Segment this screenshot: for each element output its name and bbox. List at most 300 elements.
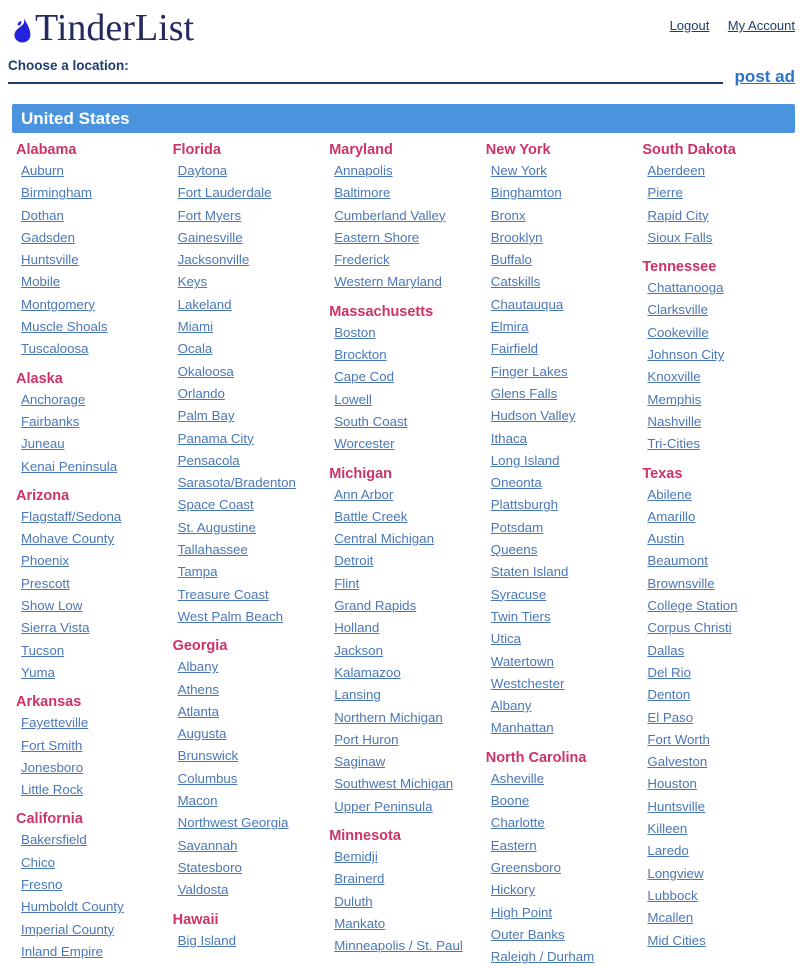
city-list-item [334, 868, 478, 890]
city-list-item [178, 768, 322, 790]
city-link[interactable]: Huntsville [647, 798, 706, 814]
city-list-item [647, 796, 791, 818]
city-list-item [178, 494, 322, 516]
city-link[interactable]: Auburn [21, 163, 64, 178]
city-link[interactable]: Westchester [490, 675, 565, 691]
state-section [16, 140, 165, 361]
state-header: New York [485, 142, 551, 158]
city-link[interactable]: Western Maryland [334, 274, 442, 290]
city-link[interactable]: West Palm Beach [177, 608, 284, 624]
city-link[interactable]: Knoxville [647, 369, 701, 385]
city-link[interactable]: Northwest Georgia [177, 815, 289, 831]
city-list-item [647, 528, 791, 550]
city-list-item [334, 846, 478, 868]
city-list [486, 160, 635, 740]
city-list [173, 930, 322, 952]
city-link[interactable]: Asheville [490, 770, 544, 786]
city-link[interactable]: Lakeland [177, 296, 232, 312]
city-link[interactable]: Saginaw [334, 754, 386, 770]
city-link[interactable]: Juneau [21, 436, 65, 452]
city-link[interactable]: Rapid City [647, 207, 709, 223]
city-list [329, 484, 478, 818]
city-list-item [21, 433, 165, 455]
state-section [173, 910, 322, 952]
city-link[interactable]: Pierre [647, 185, 683, 201]
city-link[interactable]: Hickory [490, 882, 536, 898]
city-list-item [647, 863, 791, 885]
city-link[interactable]: El Paso [647, 709, 694, 725]
my-account-link[interactable]: My Account [727, 18, 795, 33]
city-list-item [491, 584, 635, 606]
column [638, 140, 795, 968]
city-link[interactable]: Staten Island [490, 564, 569, 580]
city-link[interactable]: Atlanta [177, 703, 219, 719]
city-link[interactable]: Brooklyn [490, 229, 543, 245]
city-link[interactable]: Fort Myers [177, 207, 242, 223]
city-link[interactable]: Kenai Peninsula [21, 458, 118, 474]
city-list-item [491, 316, 635, 338]
city-list-item [334, 322, 478, 344]
city-link[interactable]: Imperial County [21, 921, 115, 937]
logout-link[interactable]: Logout [669, 18, 710, 33]
city-link[interactable]: Panama City [177, 430, 254, 446]
city-link[interactable]: Mankato [334, 915, 386, 931]
city-list-item [21, 829, 165, 851]
city-list-item [21, 662, 165, 684]
city-list-item [178, 701, 322, 723]
city-link[interactable]: Plattsburgh [490, 497, 559, 513]
city-link[interactable]: Little Rock [21, 782, 84, 798]
city-list-item [334, 205, 478, 227]
city-link[interactable]: Mcallen [647, 910, 694, 926]
city-list-item [491, 539, 635, 561]
city-link[interactable]: Johnson City [647, 347, 725, 363]
city-link[interactable]: Twin Tiers [490, 608, 551, 624]
city-link[interactable]: Aberdeen [647, 163, 706, 178]
city-list-item [334, 433, 478, 455]
city-link[interactable]: Long Island [490, 452, 560, 468]
state-header: South Dakota [642, 142, 736, 158]
city-list-item [334, 227, 478, 249]
city-link[interactable]: Memphis [647, 391, 702, 407]
city-link[interactable]: Augusta [177, 726, 227, 742]
city-list-item [21, 389, 165, 411]
city-link[interactable]: Fairfield [490, 341, 539, 357]
city-list-item [21, 941, 165, 963]
city-link[interactable]: Outer Banks [490, 926, 565, 942]
city-list-item [491, 160, 635, 182]
city-list-item [647, 662, 791, 684]
city-list-item [21, 249, 165, 271]
city-list-item [178, 857, 322, 879]
city-link[interactable]: Keys [177, 274, 208, 290]
city-link[interactable]: Ocala [177, 341, 213, 357]
city-link[interactable]: Hudson Valley [490, 408, 576, 424]
city-link[interactable]: Detroit [334, 553, 374, 569]
city-link[interactable]: Muscle Shoals [21, 319, 108, 335]
city-link[interactable]: Huntsville [21, 252, 79, 268]
city-link[interactable]: Del Rio [647, 664, 691, 680]
city-link[interactable]: Utica [490, 631, 522, 647]
city-list-item [647, 160, 791, 182]
city-list-item [178, 205, 322, 227]
city-link[interactable]: Catskills [490, 274, 541, 290]
column [12, 140, 169, 968]
city-link[interactable]: Tuscaloosa [21, 341, 89, 357]
city-link[interactable]: Dallas [647, 642, 685, 658]
city-list-item [21, 757, 165, 779]
city-link[interactable]: Tallahassee [177, 542, 248, 558]
city-link[interactable]: Pensacola [177, 452, 240, 468]
city-link[interactable]: Finger Lakes [490, 363, 568, 379]
city-list-item [334, 506, 478, 528]
city-list-item [21, 411, 165, 433]
city-link[interactable]: Phoenix [21, 553, 70, 569]
city-list-item [647, 411, 791, 433]
city-list-item [334, 707, 478, 729]
city-link[interactable]: Glens Falls [490, 385, 558, 401]
state-section [329, 302, 478, 456]
city-list [16, 160, 165, 361]
city-link[interactable]: Tri-Cities [647, 436, 701, 452]
city-link[interactable]: Okaloosa [177, 363, 234, 379]
city-link[interactable]: High Point [490, 904, 553, 920]
city-link[interactable]: Southwest Michigan [334, 776, 454, 792]
city-list-item [647, 907, 791, 929]
city-link[interactable]: Annapolis [334, 163, 393, 178]
city-list-item [647, 299, 791, 321]
city-link[interactable]: Binghamton [490, 185, 562, 201]
city-link[interactable]: Show Low [21, 598, 83, 614]
city-link[interactable]: Potsdam [490, 519, 544, 535]
city-list-item [334, 617, 478, 639]
state-header: Alaska [16, 370, 63, 387]
city-link[interactable]: Statesboro [177, 859, 242, 875]
city-list-item [334, 891, 478, 913]
city-link[interactable]: Mid Cities [647, 932, 706, 948]
city-link[interactable]: Fairbanks [21, 413, 80, 429]
city-link[interactable]: Daytona [177, 163, 228, 178]
city-link[interactable]: Lubbock [647, 887, 698, 903]
city-list-item [334, 249, 478, 271]
country-banner [12, 104, 795, 133]
city-list-item [21, 294, 165, 316]
city-link[interactable]: Humboldt County [21, 899, 124, 915]
city-list-item [178, 679, 322, 701]
city-link[interactable]: Elmira [490, 319, 529, 335]
city-link[interactable]: Albany [177, 659, 219, 675]
city-list-item [178, 271, 322, 293]
city-link[interactable]: Mobile [21, 274, 61, 290]
city-link[interactable]: Mohave County [21, 531, 115, 547]
state-section [16, 692, 165, 801]
city-list-item [334, 389, 478, 411]
city-link[interactable]: Bakersfield [21, 832, 87, 848]
state-section [486, 748, 635, 968]
country-banner-title: United States [21, 108, 130, 128]
city-link[interactable]: Eastern [490, 837, 537, 853]
state-header: Tennessee [642, 259, 717, 276]
city-list-item [334, 271, 478, 293]
city-list [173, 160, 322, 628]
city-link[interactable]: Beaumont [647, 553, 708, 569]
city-link[interactable]: Macon [177, 793, 218, 809]
city-link[interactable]: Gainesville [177, 229, 243, 245]
city-link[interactable]: Brunswick [177, 748, 239, 764]
city-list-item [178, 745, 322, 767]
city-list [329, 322, 478, 456]
city-list-item [491, 294, 635, 316]
city-list-item [334, 729, 478, 751]
city-link[interactable]: Treasure Coast [177, 586, 269, 602]
city-list-item [178, 723, 322, 745]
city-link[interactable]: Montgomery [21, 296, 95, 312]
city-link[interactable]: Boston [334, 324, 376, 340]
city-link[interactable]: Austin [647, 531, 685, 547]
city-list-item [647, 277, 791, 299]
city-list-item [21, 528, 165, 550]
divider-rule [8, 82, 723, 84]
city-link[interactable]: Amarillo [647, 508, 696, 524]
state-header: Minnesota [329, 828, 401, 845]
city-link[interactable]: Big Island [177, 932, 236, 948]
city-link[interactable]: Oneonta [490, 475, 542, 491]
city-link[interactable]: Ithaca [490, 430, 528, 446]
city-link[interactable]: Upper Peninsula [334, 798, 433, 814]
city-list-item [178, 450, 322, 472]
city-list-item [334, 528, 478, 550]
city-link[interactable]: Miami [177, 319, 214, 335]
city-list-item [491, 790, 635, 812]
city-link[interactable]: Valdosta [177, 882, 229, 898]
city-link[interactable]: Sioux Falls [647, 229, 713, 245]
city-link[interactable]: Frederick [334, 252, 390, 268]
city-link[interactable]: Clarksville [647, 302, 708, 318]
city-list-item [21, 779, 165, 801]
city-link[interactable]: Syracuse [490, 586, 547, 602]
city-list-item [491, 651, 635, 673]
city-list-item [491, 857, 635, 879]
state-header: Michigan [329, 465, 393, 482]
city-link[interactable]: Athens [177, 681, 219, 697]
city-link[interactable]: College Station [647, 598, 738, 614]
city-link[interactable]: Bemidji [334, 849, 378, 865]
city-link[interactable]: Boone [490, 793, 530, 809]
city-list-item [491, 450, 635, 472]
city-link[interactable]: Holland [334, 620, 380, 636]
city-link[interactable]: Worcester [334, 436, 395, 452]
city-list-item [647, 389, 791, 411]
state-header: Texas [642, 465, 683, 482]
city-list-item [491, 338, 635, 360]
city-link[interactable]: Corpus Christi [647, 620, 732, 636]
city-link[interactable]: Northern Michigan [334, 709, 443, 725]
city-link[interactable]: Baltimore [334, 185, 391, 201]
city-link[interactable]: Orlando [177, 385, 225, 401]
flame-icon [10, 16, 34, 44]
logo[interactable] [10, 8, 194, 48]
city-link[interactable]: Palm Bay [177, 408, 235, 424]
city-link[interactable]: Bronx [490, 207, 526, 223]
city-list-item [491, 182, 635, 204]
city-link[interactable]: Killeen [647, 821, 688, 837]
city-list-item [491, 271, 635, 293]
city-link[interactable]: Cookeville [647, 324, 709, 340]
city-list-item [334, 773, 478, 795]
city-link[interactable]: Gadsden [21, 229, 75, 245]
city-list-item [647, 595, 791, 617]
city-link[interactable]: St. Augustine [177, 519, 256, 535]
city-list-item [178, 835, 322, 857]
city-link[interactable]: Chattanooga [647, 280, 724, 296]
city-link[interactable]: South Coast [334, 413, 408, 429]
city-link[interactable]: Columbus [177, 770, 238, 786]
city-list-item [21, 182, 165, 204]
city-list-item [491, 946, 635, 968]
city-link[interactable]: Brainerd [334, 871, 385, 887]
city-list-item [21, 227, 165, 249]
city-list-item [491, 924, 635, 946]
city-link[interactable]: Jacksonville [177, 252, 250, 268]
city-list-item [334, 913, 478, 935]
city-link[interactable]: Galveston [647, 754, 708, 770]
city-list-item [178, 561, 322, 583]
city-link[interactable]: Battle Creek [334, 508, 408, 524]
city-link[interactable]: Dothan [21, 207, 64, 223]
city-link[interactable]: Tampa [177, 564, 218, 580]
city-link[interactable]: Brownsville [647, 575, 715, 591]
city-list-item [178, 790, 322, 812]
city-link[interactable]: Greensboro [490, 859, 561, 875]
city-list [329, 846, 478, 957]
city-link[interactable]: Prescott [21, 575, 70, 591]
city-link[interactable]: Grand Rapids [334, 598, 417, 614]
state-section [329, 826, 478, 957]
city-list-item [178, 160, 322, 182]
city-list-item [178, 338, 322, 360]
city-link[interactable]: Inland Empire [21, 943, 104, 959]
city-link[interactable]: Cape Cod [334, 369, 395, 385]
city-list-item [647, 433, 791, 455]
city-link[interactable]: Birmingham [21, 185, 92, 201]
city-link[interactable]: Raleigh / Durham [490, 949, 595, 965]
city-list [16, 389, 165, 478]
city-link[interactable]: Nashville [647, 413, 702, 429]
city-link[interactable]: Lowell [334, 391, 372, 407]
city-link[interactable]: Port Huron [334, 731, 399, 747]
city-list-item [491, 717, 635, 739]
city-list-item [21, 712, 165, 734]
city-link[interactable]: Ann Arbor [334, 486, 394, 502]
post-ad-link[interactable]: post ad [734, 67, 795, 86]
city-list-item [491, 835, 635, 857]
city-list-item [491, 405, 635, 427]
city-link[interactable]: Fayetteville [21, 715, 89, 731]
city-list-item [178, 361, 322, 383]
city-link[interactable]: Charlotte [490, 815, 545, 831]
city-list-item [21, 573, 165, 595]
city-link[interactable]: Houston [647, 776, 697, 792]
city-link[interactable]: Savannah [177, 837, 238, 853]
city-list-item [491, 494, 635, 516]
city-link[interactable]: Flint [334, 575, 360, 591]
city-list-item [491, 361, 635, 383]
city-link[interactable]: New York [490, 163, 547, 178]
city-list-item [178, 584, 322, 606]
city-link[interactable]: Minneapolis / St. Paul [334, 938, 463, 954]
city-link[interactable]: Anchorage [21, 391, 86, 407]
city-link[interactable]: Flagstaff/Sedona [21, 508, 122, 524]
city-list-item [178, 879, 322, 901]
city-link[interactable]: Duluth [334, 893, 373, 909]
city-link[interactable]: Space Coast [177, 497, 254, 513]
city-link[interactable]: Cumberland Valley [334, 207, 446, 223]
city-list-item [647, 818, 791, 840]
city-list-item [21, 735, 165, 757]
city-link[interactable]: Tucson [21, 642, 65, 658]
city-list [486, 768, 635, 968]
city-list-item [178, 930, 322, 952]
city-list-item [334, 411, 478, 433]
city-link[interactable]: Longview [647, 865, 704, 881]
city-link[interactable]: Kalamazoo [334, 664, 401, 680]
city-link[interactable]: Fort Worth [647, 731, 710, 747]
city-list-item [21, 919, 165, 941]
city-link[interactable]: Lansing [334, 687, 381, 703]
city-link[interactable]: Chautauqua [490, 296, 564, 312]
city-link[interactable]: Fresno [21, 877, 63, 893]
city-link[interactable]: Jonesboro [21, 759, 84, 775]
city-link[interactable]: Brockton [334, 347, 387, 363]
city-link[interactable]: Queens [490, 542, 538, 558]
city-link[interactable]: Laredo [647, 843, 689, 859]
city-link[interactable]: Fort Lauderdale [177, 185, 272, 201]
city-list-item [178, 249, 322, 271]
city-link[interactable]: Sierra Vista [21, 620, 90, 636]
city-link[interactable]: Chico [21, 854, 55, 870]
city-list-item [647, 322, 791, 344]
city-list-item [178, 182, 322, 204]
city-link[interactable]: Yuma [21, 664, 56, 680]
city-link[interactable]: Eastern Shore [334, 229, 420, 245]
state-section [486, 140, 635, 740]
city-link[interactable]: Albany [490, 698, 532, 714]
state-section [16, 369, 165, 478]
city-list-item [178, 383, 322, 405]
city-link[interactable]: Jackson [334, 642, 383, 658]
city-list-item [178, 656, 322, 678]
city-link[interactable]: Buffalo [490, 252, 532, 268]
city-link[interactable]: Sarasota/Bradenton [177, 475, 296, 491]
city-link[interactable]: Abilene [647, 486, 692, 502]
city-list-item [334, 796, 478, 818]
city-list-item [647, 930, 791, 952]
city-link[interactable]: Watertown [490, 653, 554, 669]
state-header: Georgia [172, 638, 228, 655]
state-section [642, 257, 791, 455]
city-list-item [334, 684, 478, 706]
city-list-item [21, 205, 165, 227]
city-list-item [21, 316, 165, 338]
city-list-item [334, 573, 478, 595]
state-header: North Carolina [485, 749, 587, 766]
city-link[interactable]: Denton [647, 687, 691, 703]
city-link[interactable]: Fort Smith [21, 737, 83, 753]
city-link[interactable]: Central Michigan [334, 531, 434, 547]
city-list-item [647, 205, 791, 227]
city-list-item [21, 456, 165, 478]
city-link[interactable]: Manhattan [490, 720, 554, 736]
